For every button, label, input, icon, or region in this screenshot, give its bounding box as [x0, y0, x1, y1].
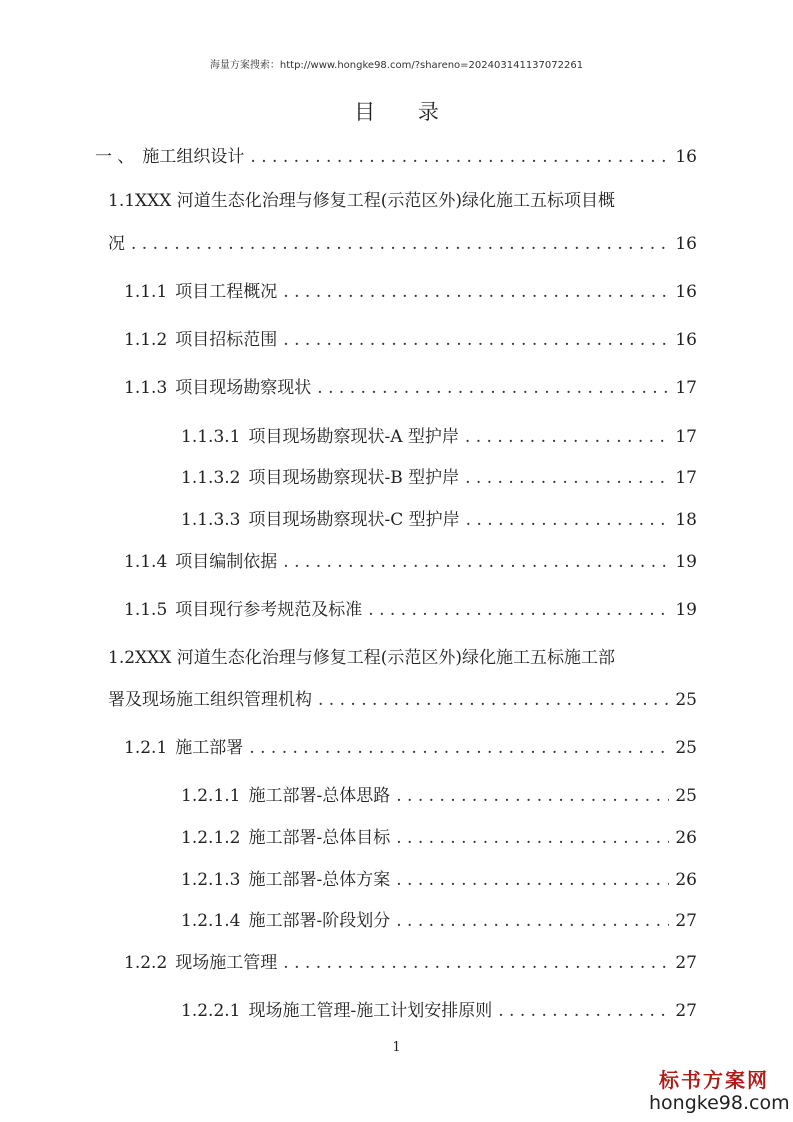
toc-entry-text: 现场施工管理 — [175, 953, 278, 973]
toc-leader-dots — [396, 870, 669, 890]
watermark-cn-text: 标书方案网 — [659, 1068, 769, 1092]
toc-entry-number: 1.1.3 — [124, 378, 168, 398]
toc-entry-page: 19 — [675, 552, 697, 572]
toc-entry-page: 27 — [675, 1001, 697, 1021]
toc-entry[interactable] — [181, 906, 697, 931]
toc-entry-first-line[interactable] — [108, 186, 615, 211]
toc-entry-number: 1.2.2.1 — [181, 1001, 241, 1021]
toc-entry[interactable] — [181, 463, 697, 488]
toc-entry-text: 项目现场勘察现状-C 型护岸 — [248, 510, 460, 530]
toc-entry-page: 25 — [675, 738, 697, 758]
toc-entry-page: 17 — [675, 468, 697, 488]
toc-entry[interactable] — [181, 865, 697, 890]
toc-leader-dots — [249, 738, 669, 758]
toc-leader-dots — [250, 147, 669, 167]
toc-entry-text: 项目工程概况 — [175, 282, 278, 302]
toc-entry-page: 19 — [675, 600, 697, 620]
toc-leader-dots — [317, 378, 669, 398]
toc-entry-page: 27 — [675, 953, 697, 973]
toc-entry-text: 施工部署-总体方案 — [248, 870, 391, 890]
toc-entry-number: 1.2 — [108, 648, 136, 668]
page-title: 目 录 — [354, 100, 457, 124]
toc-entry-page: 25 — [675, 786, 697, 806]
toc-entry-page: 27 — [675, 911, 697, 931]
toc-entry-number: 1.1 — [108, 191, 136, 211]
toc-entry-page: 18 — [675, 510, 697, 530]
toc-entry[interactable] — [181, 823, 697, 848]
toc-leader-dots — [283, 552, 669, 572]
toc-entry-text: 项目现场勘察现状-A 型护岸 — [248, 427, 459, 447]
toc-leader-dots — [283, 953, 669, 973]
toc-leader-dots — [466, 510, 670, 530]
toc-entry-page: 16 — [675, 330, 697, 350]
toc-entry-page: 25 — [675, 690, 697, 710]
toc-entry-first-line[interactable] — [108, 643, 615, 668]
toc-leader-dots — [131, 234, 669, 254]
watermark-en-text: hongke98.com — [649, 1092, 790, 1114]
toc-entry[interactable] — [181, 422, 697, 447]
toc-entry-number: 1.1.3.3 — [181, 510, 241, 530]
toc-entry-text: 项目现场勘察现状 — [175, 378, 312, 398]
toc-entry-text-continued: 况 — [108, 234, 125, 254]
toc-entry-number: 1.1.1 — [124, 282, 168, 302]
toc-entry-page: 26 — [675, 870, 697, 890]
toc-entry[interactable] — [124, 373, 697, 398]
toc-entry-text: 施工组织设计 — [142, 147, 245, 167]
toc-entry[interactable] — [124, 325, 697, 350]
toc-entry-text: 项目现场勘察现状-B 型护岸 — [248, 468, 460, 488]
toc-leader-dots — [465, 427, 669, 447]
toc-leader-dots — [368, 600, 669, 620]
toc-entry-text: 施工部署-总体思路 — [248, 786, 391, 806]
toc-entry-page: 16 — [675, 234, 697, 254]
toc-entry[interactable] — [124, 547, 697, 572]
toc-entry[interactable] — [124, 733, 697, 758]
toc-entry[interactable] — [181, 505, 697, 530]
toc-entry-number: 1.1.3.1 — [181, 427, 241, 447]
toc-entry-number: 1.2.2 — [124, 953, 168, 973]
toc-entry-number: 1.2.1.4 — [181, 911, 241, 931]
toc-leader-dots — [396, 828, 669, 848]
toc-entry[interactable] — [124, 595, 697, 620]
header-url[interactable]: 海量方案搜索：http://www.hongke98.com/?shareno=202403141137072261 — [209, 60, 584, 71]
toc-leader-dots — [498, 1001, 669, 1021]
toc-entry-text: XXX 河道生态化治理与修复工程(示范区外)绿化施工五标项目概 — [135, 191, 616, 211]
toc-entry[interactable] — [95, 142, 697, 167]
toc-entry-page: 26 — [675, 828, 697, 848]
toc-entry-page: 17 — [675, 378, 697, 398]
toc-leader-dots — [396, 911, 669, 931]
toc-leader-dots — [283, 282, 669, 302]
toc-entry-number: 1.1.2 — [124, 330, 168, 350]
toc-leader-dots — [465, 468, 669, 488]
toc-entry[interactable] — [124, 277, 697, 302]
toc-entry-number: 1.1.5 — [124, 600, 168, 620]
toc-entry[interactable] — [124, 948, 697, 973]
toc-entry-page: 16 — [675, 147, 697, 167]
toc-leader-dots — [396, 786, 669, 806]
page-number: 1 — [392, 1040, 401, 1055]
toc-entry-number: 1.1.3.2 — [181, 468, 241, 488]
toc-entry-text: 施工部署 — [175, 738, 244, 758]
toc-entry-number: 1.1.4 — [124, 552, 168, 572]
toc-entry-number: 1.2.1 — [124, 738, 168, 758]
toc-leader-dots — [283, 330, 669, 350]
toc-entry[interactable] — [181, 996, 697, 1021]
toc-entry-text: 项目编制依据 — [175, 552, 278, 572]
toc-entry-text: 施工部署-总体目标 — [248, 828, 391, 848]
toc-entry-number: 1.2.1.1 — [181, 786, 241, 806]
toc-entry-text: XXX 河道生态化治理与修复工程(示范区外)绿化施工五标施工部 — [135, 648, 616, 668]
toc-leader-dots — [318, 690, 669, 710]
toc-entry-page: 16 — [675, 282, 697, 302]
toc-entry-text: 项目现行参考规范及标准 — [175, 600, 363, 620]
watermark-logo — [649, 1068, 790, 1114]
toc-entry-text: 现场施工管理-施工计划安排原则 — [248, 1001, 493, 1021]
toc-entry-text: 施工部署-阶段划分 — [248, 911, 391, 931]
toc-entry-page: 17 — [675, 427, 697, 447]
toc-entry[interactable] — [108, 229, 697, 254]
toc-entry[interactable] — [108, 685, 697, 710]
toc-entry[interactable] — [181, 781, 697, 806]
toc-entry-number: 1.2.1.2 — [181, 828, 241, 848]
toc-entry-text-continued: 署及现场施工组织管理机构 — [108, 690, 312, 710]
toc-entry-text: 项目招标范围 — [175, 330, 278, 350]
toc-entry-number: 一 、 — [95, 147, 135, 167]
toc-entry-number: 1.2.1.3 — [181, 870, 241, 890]
